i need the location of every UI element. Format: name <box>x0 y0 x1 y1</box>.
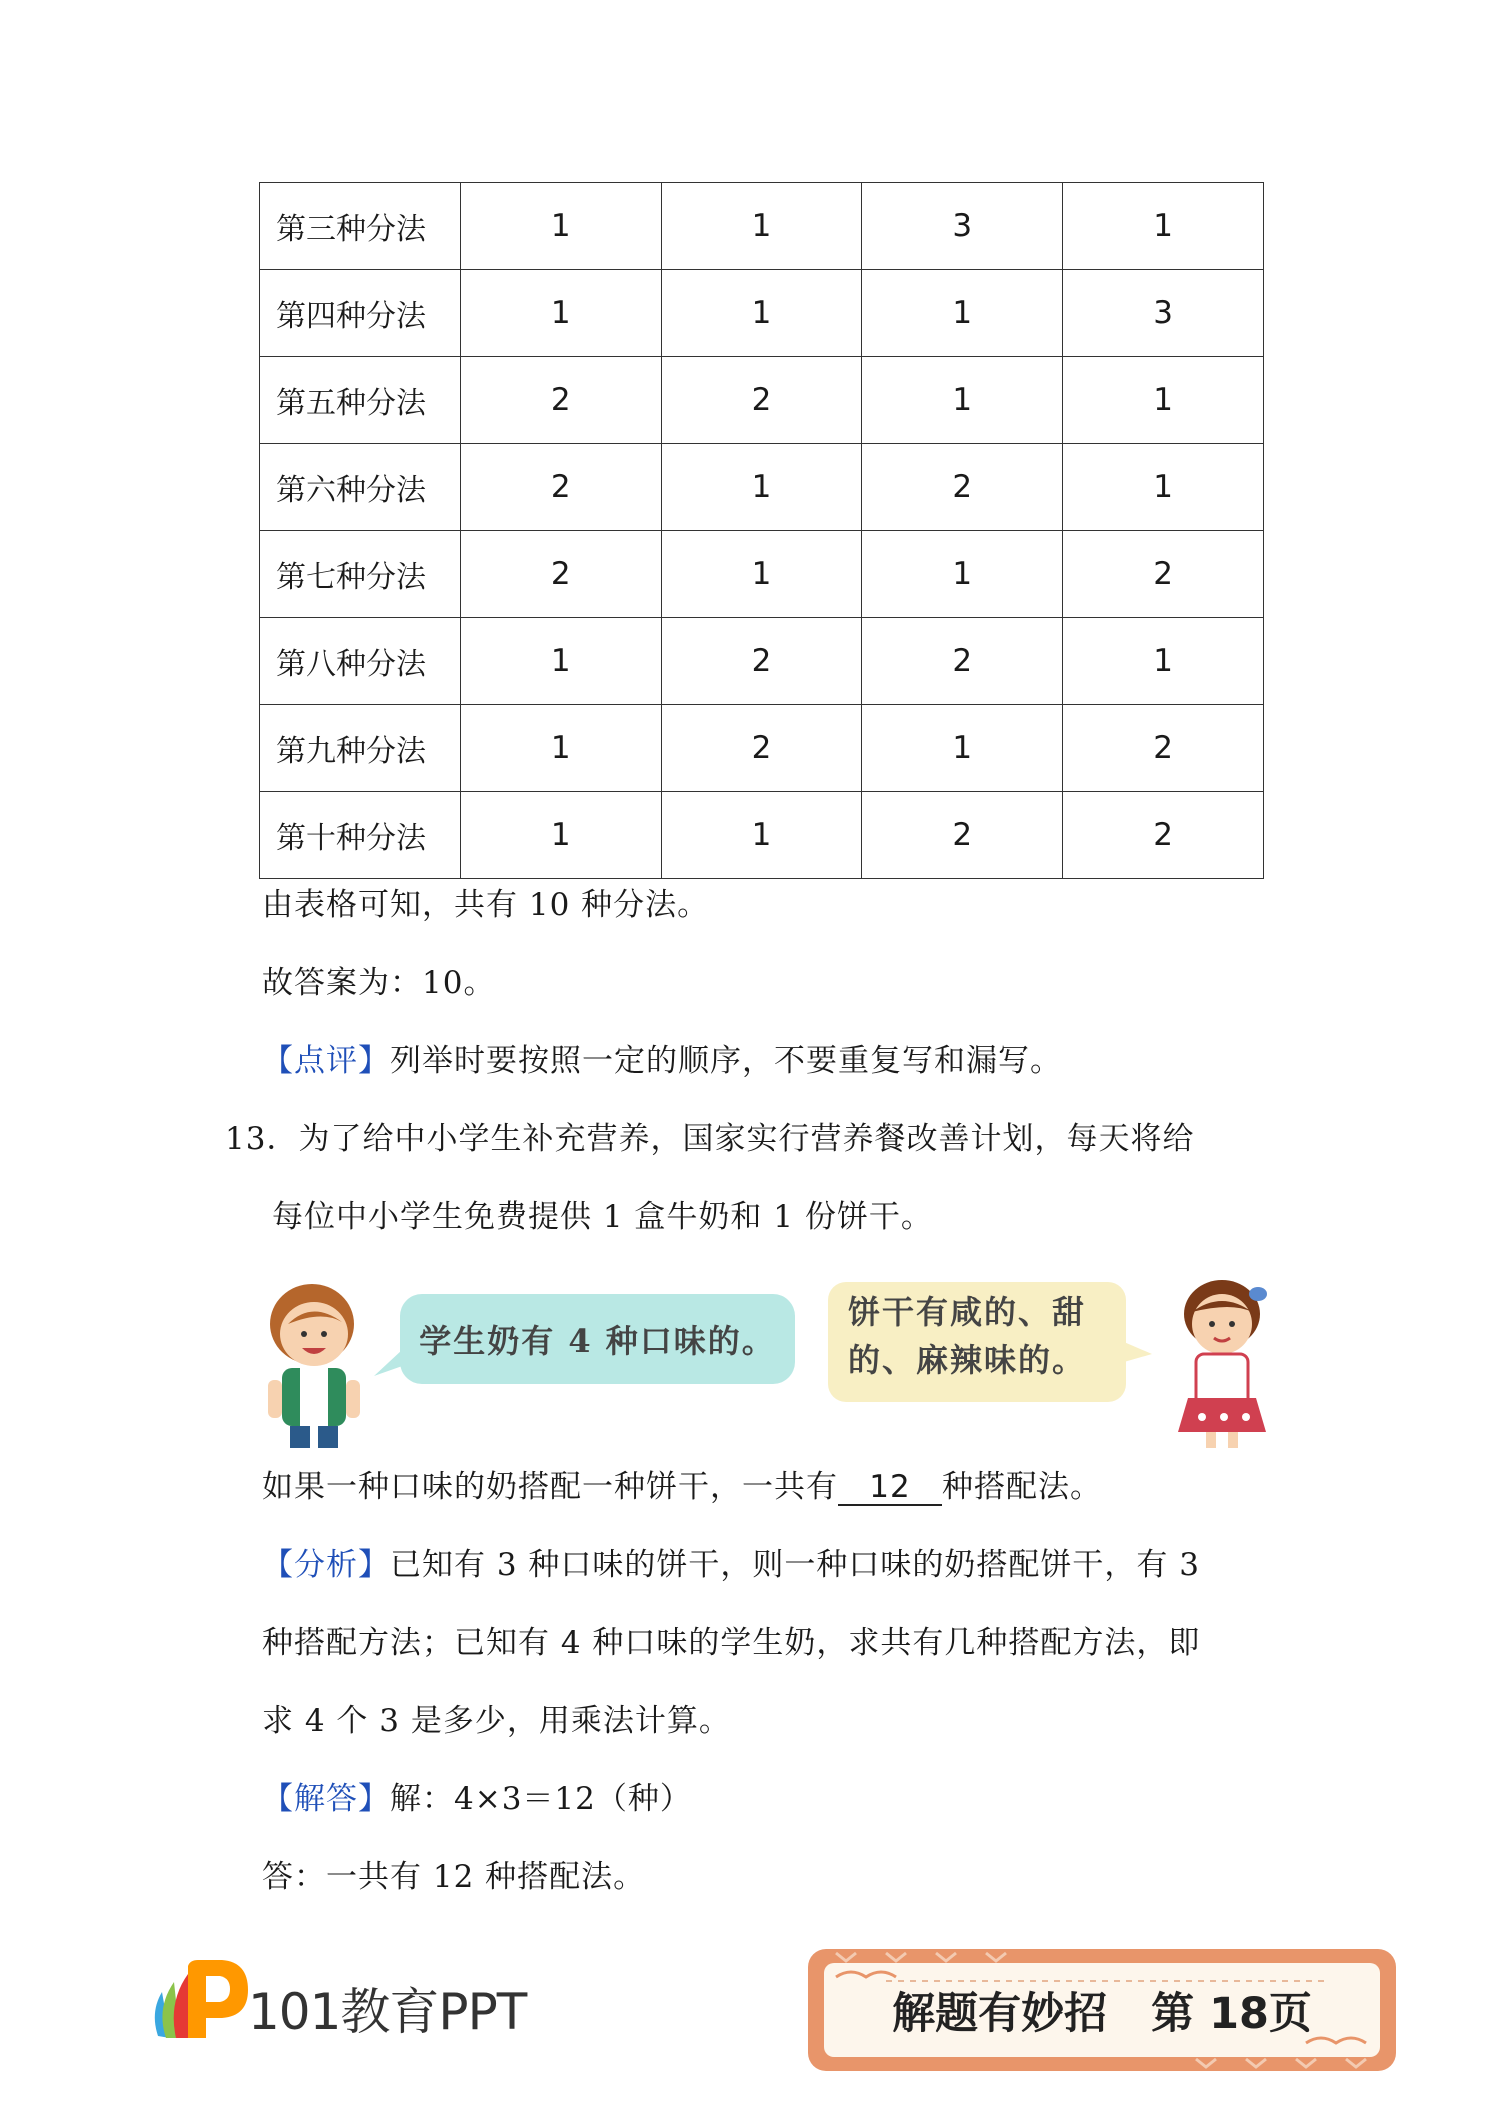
table-row <box>260 444 1264 531</box>
value-cell: 1 <box>1063 444 1264 531</box>
analysis-tag: 【分析】 <box>262 1547 390 1583</box>
value-cell: 2 <box>460 444 661 531</box>
q13-illustration <box>262 1272 1282 1452</box>
q12-comment <box>262 1041 1062 1081</box>
banner-text <box>806 1947 1398 2073</box>
solution-tag: 【解答】 <box>262 1781 390 1817</box>
value-cell: 1 <box>1063 357 1264 444</box>
value-cell: 2 <box>1063 792 1264 879</box>
value-cell: 2 <box>862 444 1063 531</box>
value-cell: 2 <box>460 531 661 618</box>
q13-analysis-line3: 求 4 个 3 是多少，用乘法计算。 <box>262 1703 731 1739</box>
row-label-cell: 第八种分法 <box>260 618 461 705</box>
boy-figure <box>268 1284 360 1448</box>
q12-conclusion: 由表格可知，共有 10 种分法。 <box>262 887 710 923</box>
comment-tag: 【点评】 <box>262 1043 390 1079</box>
row-label-cell: 第九种分法 <box>260 705 461 792</box>
value-cell: 1 <box>460 792 661 879</box>
solution-text: 解：4×3＝12（种） <box>390 1781 692 1817</box>
value-cell: 2 <box>862 618 1063 705</box>
table-row <box>260 531 1264 618</box>
value-cell: 2 <box>460 357 661 444</box>
q13-analysis-line2: 种搭配方法；已知有 4 种口味的学生奶，求共有几种搭配方法，即 <box>262 1625 1201 1661</box>
row-label-cell: 第十种分法 <box>260 792 461 879</box>
table-row <box>260 618 1264 705</box>
row-label-cell: 第四种分法 <box>260 270 461 357</box>
value-cell: 2 <box>1063 531 1264 618</box>
row-label-cell: 第三种分法 <box>260 183 461 270</box>
value-cell: 1 <box>661 183 862 270</box>
row-label-cell: 第六种分法 <box>260 444 461 531</box>
table-row <box>260 270 1264 357</box>
value-cell: 2 <box>1063 705 1264 792</box>
girl-figure <box>1178 1280 1267 1448</box>
value-cell: 1 <box>862 531 1063 618</box>
value-cell: 1 <box>460 618 661 705</box>
banner-title: 解题有妙招 <box>892 1988 1108 2039</box>
table-row <box>260 792 1264 879</box>
row-label-cell: 第七种分法 <box>260 531 461 618</box>
question-before: 如果一种口味的奶搭配一种饼干，一共有 <box>262 1469 838 1505</box>
milk-speech-bubble: 学生奶有 4 种口味的。 <box>400 1294 795 1384</box>
value-cell: 2 <box>862 792 1063 879</box>
value-cell: 2 <box>661 357 862 444</box>
question-after: 种搭配法。 <box>942 1469 1102 1505</box>
q13-final-answer: 答：一共有 12 种搭配法。 <box>262 1859 646 1895</box>
value-cell: 1 <box>862 705 1063 792</box>
comment-text: 列举时要按照一定的顺序，不要重复写和漏写。 <box>390 1043 1062 1079</box>
value-cell: 3 <box>1063 270 1264 357</box>
brand-name: 101教育PPT <box>248 1983 527 2041</box>
table-row <box>260 183 1264 270</box>
value-cell: 1 <box>661 792 862 879</box>
value-cell: 2 <box>661 618 862 705</box>
biscuit-speech-bubble: 饼干有咸的、甜的、麻辣味的。 <box>828 1282 1126 1402</box>
value-cell: 3 <box>862 183 1063 270</box>
q13-solution <box>262 1779 692 1819</box>
methods-table <box>259 182 1264 879</box>
q12-answer: 故答案为：10。 <box>262 965 496 1001</box>
table-row <box>260 705 1264 792</box>
value-cell: 2 <box>661 705 862 792</box>
q13-analysis-line1 <box>262 1545 1200 1585</box>
table-row <box>260 357 1264 444</box>
answer-blank: 12 <box>838 1470 942 1506</box>
value-cell: 1 <box>460 705 661 792</box>
q13-stem-line2: 每位中小学生免费提供 1 盒牛奶和 1 份饼干。 <box>272 1199 933 1235</box>
value-cell: 1 <box>862 357 1063 444</box>
value-cell: 1 <box>661 270 862 357</box>
value-cell: 1 <box>661 531 862 618</box>
row-label-cell: 第五种分法 <box>260 357 461 444</box>
value-cell: 1 <box>862 270 1063 357</box>
brand-logo-icon <box>140 1952 260 2052</box>
value-cell: 1 <box>1063 183 1264 270</box>
analysis-text-1: 已知有 3 种口味的饼干，则一种口味的奶搭配饼干，有 3 <box>390 1547 1201 1583</box>
q13-question <box>262 1467 1102 1507</box>
page-number-label: 第 18页 <box>1151 1988 1312 2039</box>
value-cell: 1 <box>460 270 661 357</box>
value-cell: 1 <box>460 183 661 270</box>
q13-stem-line1: 13．为了给中小学生补充营养，国家实行营养餐改善计划，每天将给 <box>225 1121 1195 1157</box>
methods-table-body <box>260 183 1264 879</box>
value-cell: 1 <box>1063 618 1264 705</box>
value-cell: 1 <box>661 444 862 531</box>
